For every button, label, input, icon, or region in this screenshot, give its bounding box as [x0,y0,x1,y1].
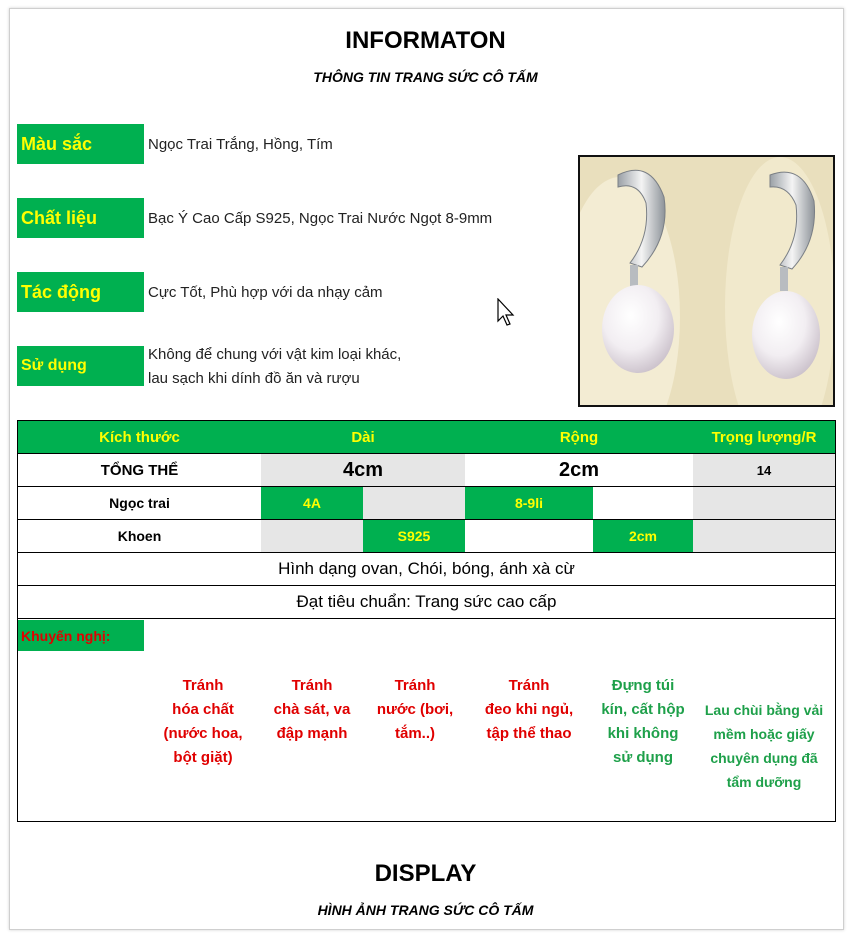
rec-0-line-3: (nước hoa, [163,725,243,742]
total-length: 4cm [261,454,465,486]
rec-0-line-2: hóa chất [172,701,234,718]
usage-line-2: lau sạch khi dính đồ ăn và rượu [148,370,360,387]
rec-2-line-3: tắm..) [394,725,435,742]
mouse-pointer-icon [497,298,517,328]
rec-3-line-1: Tránh [508,677,550,694]
hoop-material: S925 [363,520,465,552]
pearl-empty-1 [363,487,465,519]
recommendation-water [366,674,464,746]
rec-5-line-1: Lau chùi bằng vải [704,702,824,718]
table-row-total [18,454,835,487]
hoop-width: 2cm [593,520,693,552]
product-photo [578,155,835,407]
rec-0-line-4: bột giặt) [173,749,233,766]
color-value: Ngọc Trai Trắng, Hồng, Tím [148,136,333,153]
total-width: 2cm [558,458,600,481]
pearl-size: 8-9li [465,487,593,519]
table-row-standard [18,586,835,619]
header-size: Kích thước [99,428,180,446]
usage-line-1: Không để chung với vật kim loại khác, [148,346,402,363]
rec-2-line-2: nước (bơi, [376,701,454,718]
table-header-row [18,421,835,454]
effect-value: Cực Tốt, Phù hợp với da nhạy cảm [148,284,383,301]
rec-2-line-1: Tránh [394,677,436,694]
pearl-empty-3 [693,487,835,519]
recommendation-cleaning [694,674,834,794]
table-row-shape [18,553,835,586]
table-row-hoop [18,520,835,553]
hoop-empty-2 [465,520,593,552]
rec-5-line-4: tẩm dưỡng [726,774,802,790]
rec-4-line-1: Đựng túi [611,677,675,694]
rec-5-line-3: chuyên dụng đã [710,750,818,766]
pearl-empty-2 [593,487,693,519]
rec-4-line-3: khi không [607,725,679,742]
usage-label: Sử dụng [17,346,144,386]
shape-text: Hình dạng ovan, Chói, bóng, ánh xà cừ [278,559,575,578]
hoop-empty-3 [693,520,835,552]
rec-1-line-2: chà sát, va [273,701,351,718]
rec-4-line-2: kín, cất hộp [601,701,685,718]
material-label: Chất liệu [17,198,144,238]
hoop-empty-1 [261,520,363,552]
recommend-label: Khuyến nghị: [18,620,144,651]
header-length: Dài [351,428,375,446]
page-title: INFORMATON [345,27,506,54]
pearl-label: Ngọc trai [109,495,170,511]
pearl-grade: 4A [261,487,363,519]
earrings-illustration [580,157,833,405]
color-label: Màu sắc [17,124,144,164]
rec-5-line-2: mềm hoặc giấy [713,726,815,742]
material-value: Bạc Ý Cao Cấp S925, Ngọc Trai Nước Ngọt 8-9mm [148,210,493,227]
usage-value [148,343,401,391]
rec-3-line-3: tập thể thao [486,725,572,742]
total-weight: 14 [693,454,835,486]
page-subtitle: THÔNG TIN TRANG SỨC CÔ TẤM [313,69,538,85]
rec-3-line-2: đeo khi ngủ, [484,701,574,718]
recommendation-storage [593,674,693,770]
rec-1-line-1: Tránh [291,677,333,694]
header-weight: Trọng lượng/R [711,428,817,446]
recommendation-impact [260,674,364,746]
table-row-pearl [18,487,835,520]
display-title: DISPLAY [374,860,477,887]
display-subtitle: HÌNH ẢNH TRANG SỨC CÔ TẤM [317,902,534,918]
rec-0-line-1: Tránh [182,677,224,694]
standard-text: Đạt tiêu chuẩn: Trang sức cao cấp [296,592,557,611]
effect-label: Tác động [17,272,144,312]
rec-4-line-4: sử dụng [612,749,674,766]
rec-1-line-3: đập mạnh [276,725,348,742]
recommendation-chemicals [150,674,256,770]
recommendation-sleep [474,674,584,746]
hoop-label: Khoen [117,528,162,544]
header-width: Rộng [559,428,599,446]
total-label: TỔNG THỂ [100,461,179,479]
